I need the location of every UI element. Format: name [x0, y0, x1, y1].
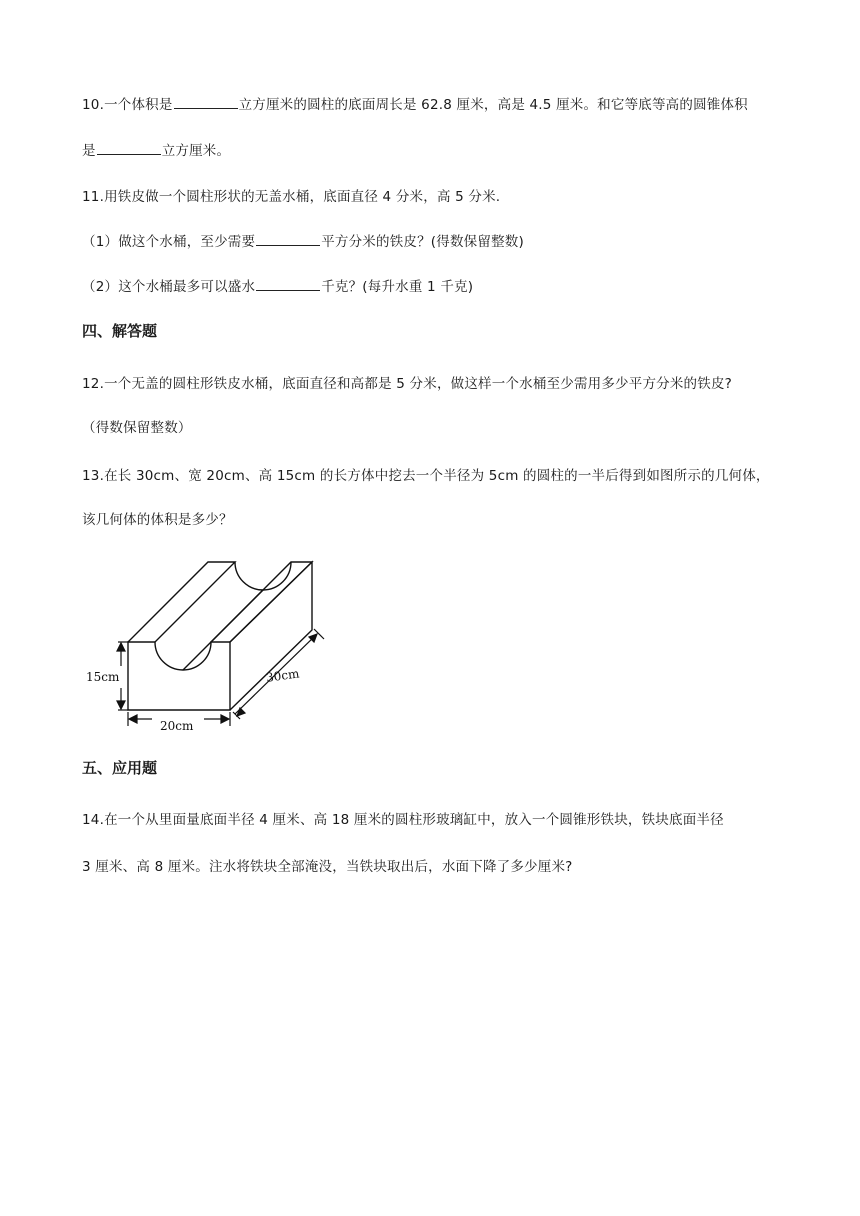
q14-line1: 14.在一个从里面量底面半径 4 厘米、高 18 厘米的圆柱形玻璃缸中，放入一个圆锥形铁块，铁块底面半径: [82, 812, 724, 828]
top-right-strip: [211, 562, 312, 642]
block-with-half-cylinder-groove: [80, 548, 340, 738]
length-label: 30cm: [265, 666, 301, 685]
front-face: [128, 642, 230, 710]
q13-line1: 13.在长 30cm、宽 20cm、高 15cm 的长方体中挖去一个半径为 5cm 的圆柱的一半后得到如图所示的几何体，: [82, 468, 770, 484]
q10-blank-1: [174, 94, 238, 109]
top-left-strip: [128, 562, 235, 642]
q12-line1: 12.一个无盖的圆柱形铁皮水桶，底面直径和高都是 5 分米，做这样一个水桶至少需用多少平方分米的铁皮?: [82, 376, 733, 392]
q12-line2: （得数保留整数）: [82, 420, 192, 436]
groove-back-arc: [235, 562, 291, 590]
q14-line2: 3 厘米、高 8 厘米。注水将铁块全部淹没，当铁块取出后，水面下降了多少厘米?: [82, 859, 573, 875]
q10-text-a: 10.一个体积是: [82, 97, 173, 113]
q11-blank-1: [256, 231, 320, 246]
right-side-face: [230, 562, 312, 710]
q11-p2-text-b: 千克？(每升水重 1 千克): [321, 279, 474, 295]
q13-line2: 该几何体的体积是多少？: [82, 512, 233, 528]
q11-stem: 11.用铁皮做一个圆柱形状的无盖水桶，底面直径 4 分米，高 5 分米.: [82, 189, 501, 205]
q11-blank-2: [256, 276, 320, 291]
q10-text-b: 立方厘米的圆柱的底面周长是 62.8 厘米，高是 4.5 厘米。和它等底等高的圆锥体积: [238, 97, 748, 113]
width-label: 20cm: [160, 719, 194, 733]
q11-p1-text-a: （1）做这个水桶，至少需要: [82, 234, 256, 250]
height-label: 15cm: [86, 670, 120, 684]
q11-p2-text-a: （2）这个水桶最多可以盛水: [82, 279, 256, 295]
q10-blank-2: [97, 140, 161, 155]
q11-part2: [82, 276, 473, 297]
section-heading-4: 四、解答题: [82, 322, 158, 340]
q10-text-d: 立方厘米。: [161, 143, 231, 159]
q10-line2: [82, 140, 230, 161]
geometry-figure: [80, 548, 340, 738]
q11-part1: [82, 231, 524, 252]
section-heading-5: 五、应用题: [82, 759, 158, 777]
q10-line1: [82, 94, 748, 115]
q11-p1-text-b: 平方分米的铁皮？(得数保留整数): [321, 234, 524, 250]
q10-text-c: 是: [82, 143, 96, 159]
